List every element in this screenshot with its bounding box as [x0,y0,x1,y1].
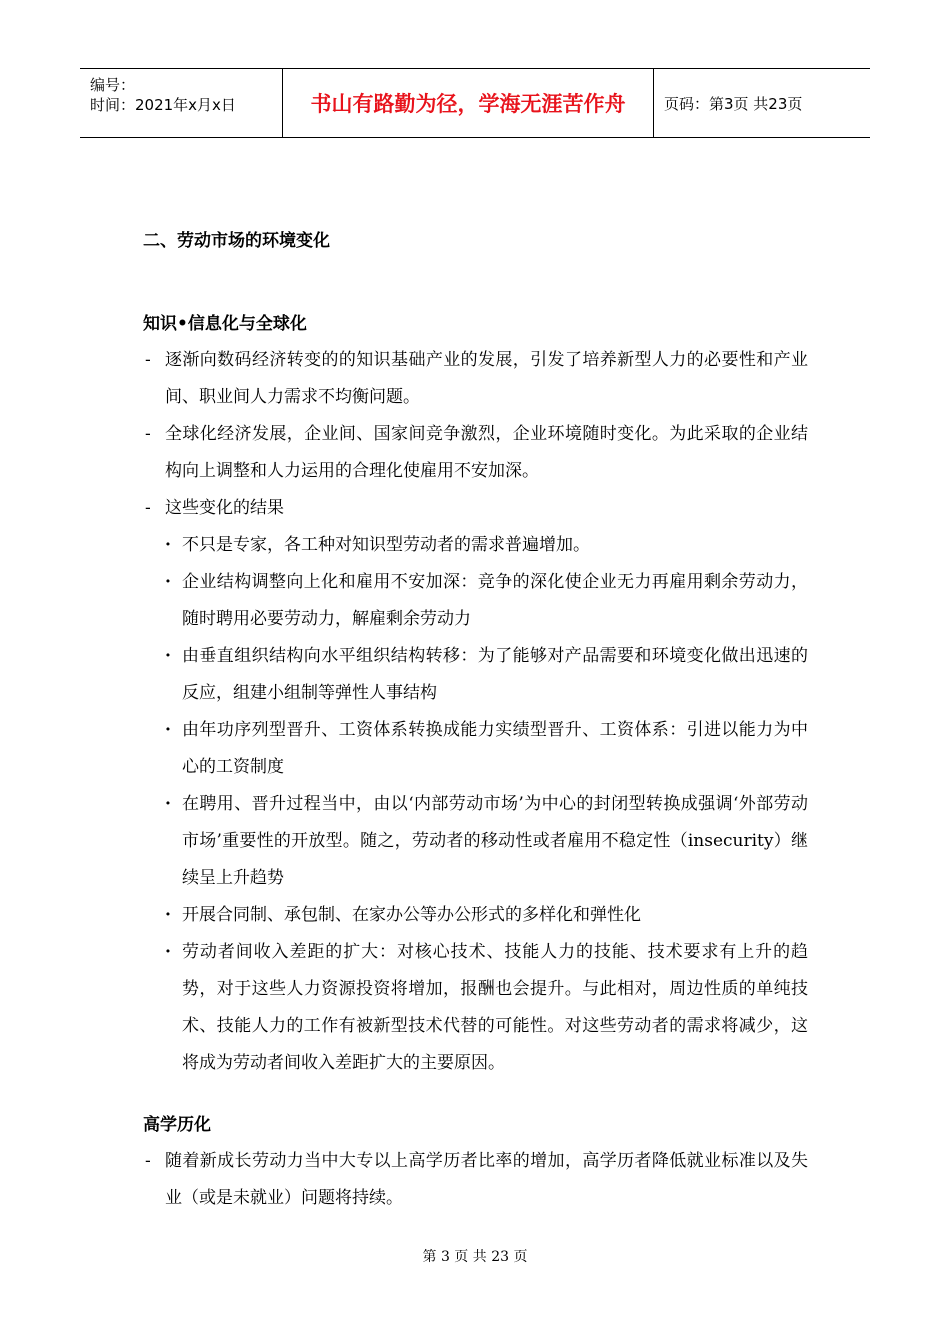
bullet-item: · 不只是专家，各工种对知识型劳动者的需求普遍增加。 [163,527,808,564]
dash-list [143,1143,808,1217]
dash-item-text: 这些变化的结果 [165,498,284,518]
dash-item: - 全球化经济发展，企业间、国家间竞争激烈，企业环境随时变化。为此采取的企业结构向上调整和人力运用的合理化使雇用不安加深。 [143,416,808,490]
subsection-title: 高学历化 [143,1115,211,1135]
header-motto: 书山有路勤为径，学海无涯苦作舟 [283,69,654,137]
bullet-item: · 由垂直组织结构向水平组织结构转移：为了能够对产品需要和环境变化做出迅速的反应，组建小组制等弹性人事结构 [163,638,808,712]
page-header [80,68,870,138]
dash-item [143,490,808,527]
header-date: 时间：2021年x月x日 [90,96,236,114]
section-title: 二、劳动市场的环境变化 [143,231,330,251]
dash-item: - 随着新成长劳动力当中大专以上高学历者比率的增加，高学历者降低就业标准以及失业（或是未就业）问题将持续。 [143,1143,808,1217]
bullet-list [143,527,808,1082]
bullet-item: · 开展合同制、承包制、在家办公等办公形式的多样化和弹性化 [163,897,808,934]
bullet-item: · 劳动者间收入差距的扩大：对核心技术、技能人力的技能、技术要求有上升的趋势，对于这些人力资源投资将增加，报酬也会提升。与此相对，周边性质的单纯技术、技能人力的工作有被新型技术代替的可能性。对这些劳动者的需求将减少，这将成为劳动者间收入差距扩大的主要原因。 [163,934,808,1082]
header-code: 编号： [90,76,136,94]
page-footer: 第 3 页 共 23 页 [422,1249,528,1265]
dash-list [143,342,808,527]
bullet-item: · 在聘用、晋升过程当中，由以‘内部劳动市场’为中心的封闭型转换成强调‘外部劳动市场’重要性的开放型。随之，劳动者的移动性或者雇用不稳定性（insecurity）继续呈上升趋势 [163,786,808,897]
dash-item: - 逐渐向数码经济转变的的知识基础产业的发展，引发了培养新型人力的必要性和产业间、职业间人力需求不均衡问题。 [143,342,808,416]
document-body [143,226,808,1217]
subsection-title: 知识•信息化与全球化 [143,314,307,334]
bullet-item: · 企业结构调整向上化和雇用不安加深：竞争的深化使企业无力再雇用剩余劳动力，随时聘用必要劳动力，解雇剩余劳动力 [163,564,808,638]
bullet-item: · 由年功序列型晋升、工资体系转换成能力实绩型晋升、工资体系：引进以能力为中心的工资制度 [163,712,808,786]
header-meta [80,69,283,137]
header-page-info: 页码：第3页 共23页 [664,94,803,113]
